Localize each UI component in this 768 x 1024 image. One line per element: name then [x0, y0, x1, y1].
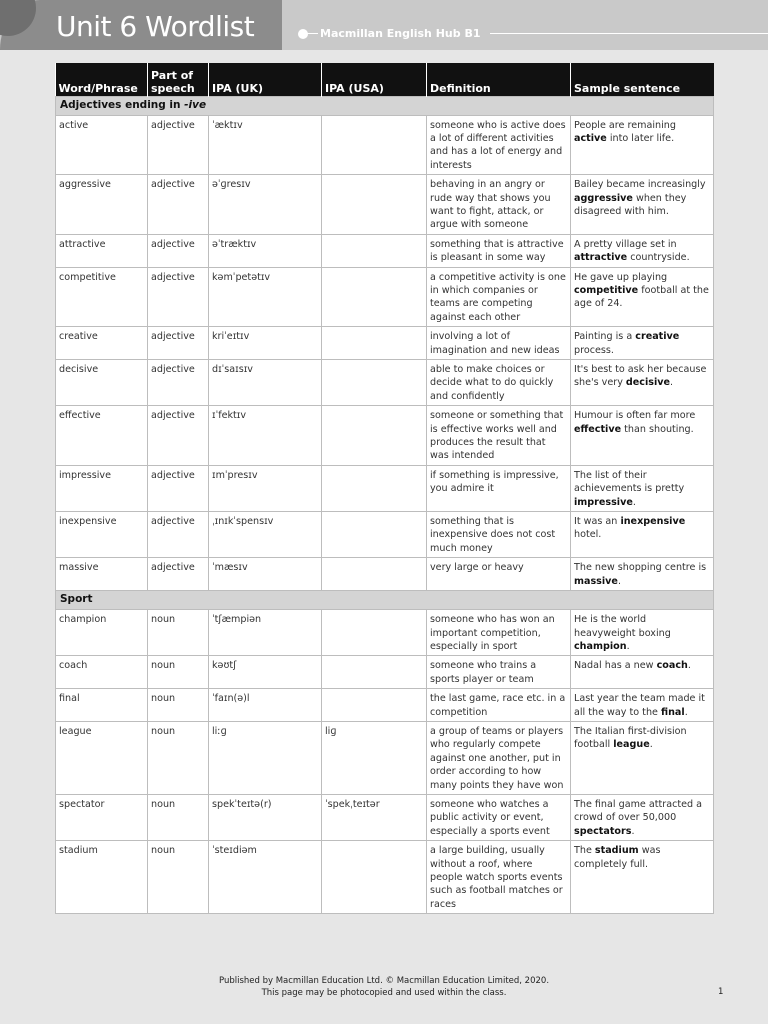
ipa-uk-cell: əˈtræktɪv [209, 234, 322, 267]
sentence-text: Nadal has a new [574, 660, 657, 672]
ipa-uk-cell: kəʊtʃ [209, 656, 322, 689]
sample-sentence-cell [571, 512, 714, 558]
ipa-uk-cell: ˈfaɪn(ə)l [209, 689, 322, 722]
word-cell: effective [56, 406, 148, 466]
ipa-usa-cell [322, 327, 427, 360]
ipa-uk-cell: ˌɪnɪkˈspensɪv [209, 512, 322, 558]
sample-sentence-cell [571, 721, 714, 794]
table-header-row [56, 63, 714, 96]
part-of-speech-cell: noun [148, 610, 209, 656]
definition-cell: a group of teams or players who regularly compete against one another, put in order according to how many points they have won [427, 721, 571, 794]
sentence-text: Painting is a [574, 331, 636, 343]
sample-sentence-cell [571, 610, 714, 656]
sentence-text: The final game attracted a crowd of over 50,000 [574, 798, 703, 824]
table-row [56, 656, 714, 689]
sentence-text: into later life. [606, 132, 675, 144]
part-of-speech-cell: noun [148, 689, 209, 722]
page-number: 1 [718, 987, 724, 997]
sentence-keyword: decisive [625, 377, 671, 389]
table-row [56, 841, 714, 914]
sample-sentence-cell [571, 360, 714, 406]
section-header-row [56, 96, 714, 115]
section-header-row [56, 591, 714, 610]
definition-cell: very large or heavy [427, 558, 571, 591]
ipa-uk-cell: liːɡ [209, 721, 322, 794]
sample-sentence-cell [571, 656, 714, 689]
ipa-usa-cell [322, 465, 427, 511]
definition-cell: something that is attractive is pleasant in some way [427, 234, 571, 267]
table-row [56, 610, 714, 656]
ipa-usa-cell: ˈspekˌteɪtər [322, 794, 427, 840]
table-row [56, 327, 714, 360]
sample-sentence-cell [571, 234, 714, 267]
part-of-speech-cell: adjective [148, 175, 209, 235]
sentence-text: . [631, 825, 635, 837]
table-row [56, 267, 714, 327]
brand-rule [490, 33, 768, 34]
sentence-text: . [670, 377, 674, 389]
word-cell: spectator [56, 794, 148, 840]
table-row [56, 406, 714, 466]
definition-cell: someone who trains a sports player or team [427, 656, 571, 689]
part-of-speech-cell: adjective [148, 360, 209, 406]
page-header [0, 0, 768, 50]
ipa-usa-cell [322, 234, 427, 267]
table-row [56, 721, 714, 794]
sentence-keyword: competitive [574, 284, 639, 296]
sentence-keyword: spectators [574, 825, 632, 837]
ipa-uk-cell: ˈæktɪv [209, 115, 322, 175]
definition-cell: someone or something that is effective works well and produces the result that was intended [427, 406, 571, 466]
part-of-speech-cell: adjective [148, 512, 209, 558]
sample-sentence-cell [571, 558, 714, 591]
ipa-uk-cell: əˈɡresɪv [209, 175, 322, 235]
sentence-keyword: inexpensive [620, 516, 686, 528]
column-header-pos: Part of speech [148, 63, 209, 96]
ipa-usa-cell [322, 175, 427, 235]
table-row [56, 115, 714, 175]
column-header-ipa-uk: IPA (UK) [209, 63, 322, 96]
word-cell: impressive [56, 465, 148, 511]
sample-sentence-cell [571, 175, 714, 235]
ipa-uk-cell: ɪmˈpresɪv [209, 465, 322, 511]
ipa-uk-cell: kəmˈpetətɪv [209, 267, 322, 327]
sentence-keyword: massive [574, 575, 618, 587]
sentence-text: . [632, 496, 636, 508]
ipa-usa-cell: liɡ [322, 721, 427, 794]
table-row [56, 689, 714, 722]
brand-dot-icon [298, 29, 308, 39]
ipa-usa-cell [322, 841, 427, 914]
word-cell: coach [56, 656, 148, 689]
table-row [56, 465, 714, 511]
sentence-keyword: impressive [574, 496, 633, 508]
sentence-text: People are remaining [574, 119, 676, 131]
sentence-text: . [684, 706, 688, 718]
sentence-keyword: stadium [594, 845, 639, 857]
definition-cell: someone who is active does a lot of different activities and has a lot of energy and interests [427, 115, 571, 175]
ipa-uk-cell: ɪˈfektɪv [209, 406, 322, 466]
table-row [56, 794, 714, 840]
part-of-speech-cell: adjective [148, 465, 209, 511]
sentence-text: A pretty village set in [574, 238, 677, 250]
table-row [56, 360, 714, 406]
section-title [56, 591, 714, 610]
sentence-text: The Italian first-division football [574, 725, 687, 751]
ipa-usa-cell [322, 558, 427, 591]
sentence-text: He is the world heavyweight boxing [574, 614, 671, 639]
word-cell: attractive [56, 234, 148, 267]
table-row [56, 558, 714, 591]
part-of-speech-cell: adjective [148, 115, 209, 175]
brand-label: Macmillan English Hub B1 [320, 27, 481, 40]
word-cell: massive [56, 558, 148, 591]
table-row [56, 512, 714, 558]
definition-cell: the last game, race etc. in a competition [427, 689, 571, 722]
sentence-text: . [617, 575, 622, 587]
ipa-uk-cell: kriˈeɪtɪv [209, 327, 322, 360]
sentence-keyword: attractive [574, 252, 628, 264]
sentence-text: . [687, 660, 691, 672]
ipa-uk-cell: dɪˈsaɪsɪv [209, 360, 322, 406]
brand-divider [306, 33, 318, 34]
sentence-keyword: aggressive [574, 192, 633, 204]
section-title-suffix: -ive [184, 98, 207, 111]
ipa-usa-cell [322, 115, 427, 175]
sample-sentence-cell [571, 327, 714, 360]
ipa-usa-cell [322, 360, 427, 406]
part-of-speech-cell: noun [148, 794, 209, 840]
word-cell: decisive [56, 360, 148, 406]
sentence-text: The [574, 845, 595, 857]
part-of-speech-cell: noun [148, 721, 209, 794]
column-header-sample: Sample sentence [571, 63, 714, 96]
part-of-speech-cell: adjective [148, 406, 209, 466]
sentence-keyword: final [660, 706, 685, 718]
ipa-usa-cell [322, 610, 427, 656]
word-cell: active [56, 115, 148, 175]
column-header-definition: Definition [427, 63, 571, 96]
part-of-speech-cell: adjective [148, 267, 209, 327]
part-of-speech-cell: adjective [148, 327, 209, 360]
ipa-usa-cell [322, 512, 427, 558]
sentence-keyword: champion [574, 640, 627, 652]
column-header-word: Word/Phrase [56, 63, 148, 96]
sentence-text: It was an [574, 516, 621, 528]
page-title: Unit 6 Wordlist [56, 10, 255, 43]
word-cell: champion [56, 610, 148, 656]
sentence-text: countryside. [627, 252, 690, 264]
sentence-text: hotel. [574, 529, 602, 541]
definition-cell: something that is inexpensive does not cost much money [427, 512, 571, 558]
word-cell: aggressive [56, 175, 148, 235]
sample-sentence-cell [571, 115, 714, 175]
sentence-keyword: coach [656, 660, 688, 672]
table-body [56, 96, 714, 914]
word-cell: stadium [56, 841, 148, 914]
definition-cell: someone who watches a public activity or event, especially a sports event [427, 794, 571, 840]
definition-cell: a large building, usually without a roof, where people watch sports events such as football matches or races [427, 841, 571, 914]
word-cell: inexpensive [56, 512, 148, 558]
definition-cell: if something is impressive, you admire it [427, 465, 571, 511]
sentence-text: Humour is often far more [574, 410, 696, 422]
table-row [56, 175, 714, 235]
part-of-speech-cell: adjective [148, 234, 209, 267]
definition-cell: involving a lot of imagination and new ideas [427, 327, 571, 360]
part-of-speech-cell: noun [148, 841, 209, 914]
sentence-text: was completely full. [574, 845, 661, 870]
sentence-text: The new shopping centre is [574, 562, 707, 574]
page-footer [0, 975, 768, 999]
table-row [56, 234, 714, 267]
sentence-keyword: league [613, 739, 650, 751]
sentence-keyword: effective [574, 423, 622, 435]
sentence-text: . [649, 739, 653, 751]
ipa-uk-cell: ˈsteɪdiəm [209, 841, 322, 914]
definition-cell: someone who has won an important competition, especially in sport [427, 610, 571, 656]
sentence-text: when they disagreed with him. [574, 192, 687, 217]
ipa-usa-cell [322, 656, 427, 689]
ipa-uk-cell: ˈtʃæmpiən [209, 610, 322, 656]
sample-sentence-cell [571, 406, 714, 466]
section-title-text: Sport [60, 593, 93, 606]
sample-sentence-cell [571, 267, 714, 327]
definition-cell: a competitive activity is one in which companies or teams are competing against each other [427, 267, 571, 327]
ipa-usa-cell [322, 267, 427, 327]
word-cell: creative [56, 327, 148, 360]
sentence-text: The list of their achievements is pretty [574, 469, 685, 495]
definition-cell: behaving in an angry or rude way that shows you want to fight, attack, or argue with someone [427, 175, 571, 235]
photocopy-notice: This page may be photocopied and used within the class. [261, 988, 507, 998]
copyright-text: Published by Macmillan Education Ltd. © Macmillan Education Limited, 2020. [218, 976, 550, 986]
section-title [56, 96, 714, 115]
sentence-text: process. [574, 344, 614, 356]
sample-sentence-cell [571, 794, 714, 840]
sentence-text: Bailey became increasingly [574, 179, 706, 191]
word-cell: league [56, 721, 148, 794]
wordlist-table [55, 63, 714, 914]
sentence-keyword: creative [635, 331, 680, 343]
ipa-uk-cell: ˈmæsɪv [209, 558, 322, 591]
sample-sentence-cell [571, 465, 714, 511]
ipa-usa-cell [322, 689, 427, 722]
ipa-usa-cell [322, 406, 427, 466]
sentence-keyword: active [574, 132, 607, 144]
sentence-text: Last year the team made it all the way to the [574, 693, 705, 718]
section-title-text: Adjectives ending in [60, 98, 185, 111]
word-cell: final [56, 689, 148, 722]
sentence-text: football at the age of 24. [574, 284, 709, 310]
sentence-text: It's best to ask her because she's very [574, 364, 707, 389]
word-cell: competitive [56, 267, 148, 327]
part-of-speech-cell: adjective [148, 558, 209, 591]
part-of-speech-cell: noun [148, 656, 209, 689]
sample-sentence-cell [571, 689, 714, 722]
column-header-ipa-usa: IPA (USA) [322, 63, 427, 96]
sample-sentence-cell [571, 841, 714, 914]
sentence-text: than shouting. [621, 423, 694, 435]
ipa-uk-cell: spekˈteɪtə(r) [209, 794, 322, 840]
sentence-text: . [626, 640, 630, 652]
sentence-text: He gave up playing [574, 271, 668, 283]
definition-cell: able to make choices or decide what to do quickly and confidently [427, 360, 571, 406]
